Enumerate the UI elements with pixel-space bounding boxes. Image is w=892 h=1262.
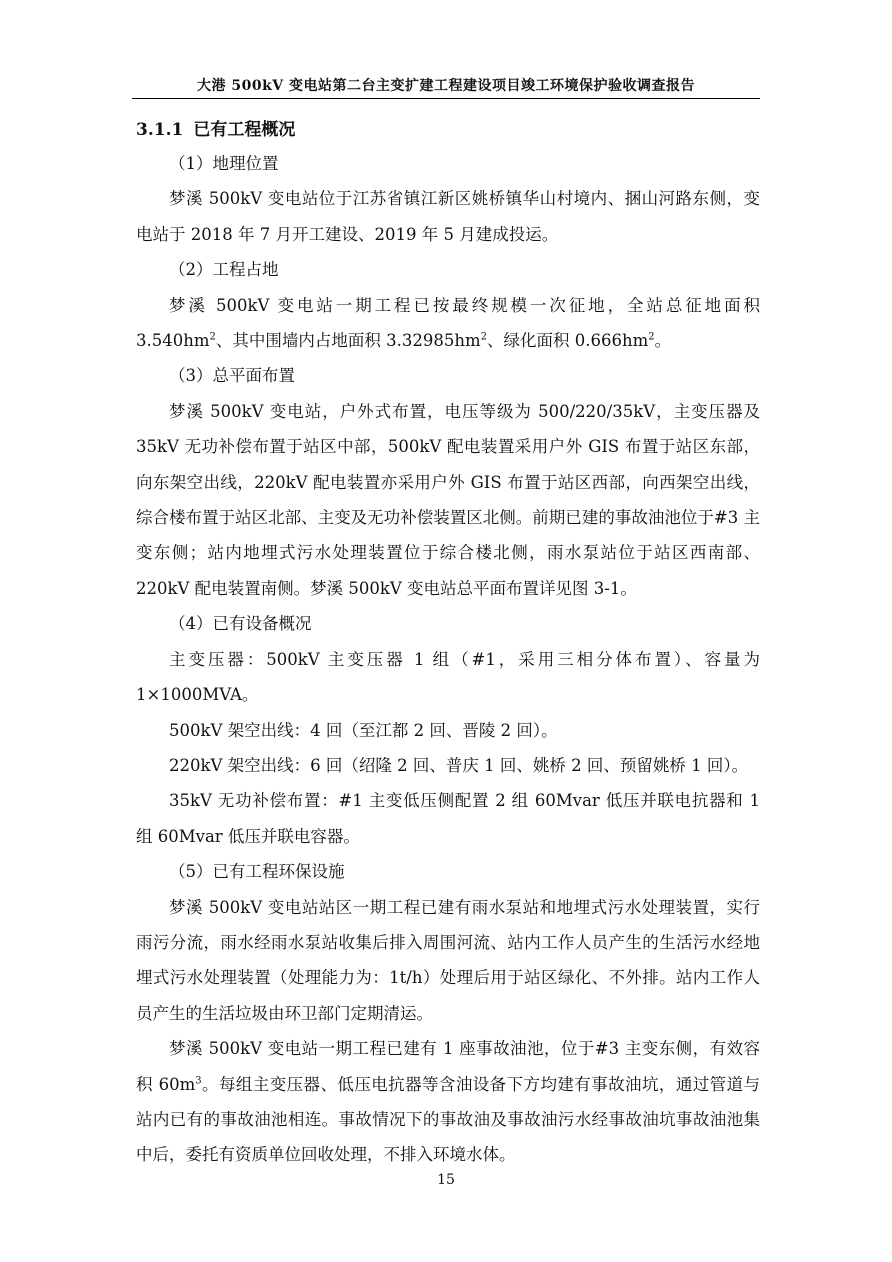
land-heading: （2）工程占地 — [169, 260, 279, 280]
env-paragraph-1: 梦溪 500kV 变电站站区一期工程已建有雨水泵站和地埋式污水处理装置，实行雨污分流，雨水经雨水泵站收集后排入周围河流、站内工作人员产生的生活污水经地埋式污水处理装置（处理能力为：1t/h）处理后用于站区绿化、不外排。站内工作人员产生的生活垃圾由环卫部门定期清运。 — [136, 897, 760, 1023]
page-body — [136, 114, 760, 1173]
equipment-heading: （4）已有设备概况 — [169, 614, 312, 634]
env-text2-a: 梦溪 500kV 变电站一期工程已建有 1 座事故油池，位于#3 主变东侧，有效容积 60m — [136, 1039, 760, 1094]
equipment-item: 220kV 架空出线：6 回（绍隆 2 回、普庆 1 回、姚桥 2 回、预留姚桥 1 回）。 — [169, 755, 749, 775]
header-divider — [132, 98, 760, 99]
land-sup-b: 2 — [480, 331, 488, 343]
section-title-text: 已有工程概况 — [193, 120, 296, 140]
env-paragraph-2 — [136, 1031, 760, 1173]
layout-heading: （3）总平面布置 — [169, 366, 295, 386]
land-text-b: 、其中围墙内占地面积 3.32985hm — [215, 331, 481, 351]
land-text-a: 梦溪 500kV 变电站一期工程已按最终规模一次征地，全站总征地面积 3.540hm — [136, 295, 760, 351]
section-heading — [136, 114, 760, 146]
equipment-item: 35kV 无功补偿布置：#1 主变低压侧配置 2 组 60Mvar 低压并联电抗器和 1 组 60Mvar 低压并联电容器。 — [136, 791, 760, 846]
land-sup-a: 2 — [209, 331, 216, 343]
land-paragraph — [136, 288, 760, 359]
env-text2-sup: 3 — [195, 1075, 202, 1087]
page-number: 15 — [437, 1172, 455, 1188]
equipment-item: 主变压器：500kV 主变压器 1 组（#1，采用三相分体布置）、容量为 1×1000MVA。 — [136, 649, 760, 705]
section-number: 3.1.1 — [136, 120, 184, 140]
land-sup-c: 2 — [648, 331, 655, 343]
land-text-d: 。 — [654, 331, 672, 351]
running-header: 大港 500kV 变电站第二台主变扩建工程建设项目竣工环境保护验收调查报告 — [196, 78, 696, 94]
env-text2-b: 。每组主变压器、低压电抗器等含油设备下方均建有事故油坑，通过管道与站内已有的事故油池相连。事故情况下的事故油及事故油污水经事故油坑事故油池集中后，委托有资质单位回收处理，不排入环境水体。 — [136, 1074, 761, 1165]
geo-paragraph: 梦溪 500kV 变电站位于江苏省镇江新区姚桥镇华山村境内、捆山河路东侧，变电站于 2018 年 7 月开工建设、2019 年 5 月建成投运。 — [136, 189, 760, 244]
env-heading: （5）已有工程环保设施 — [169, 862, 345, 882]
geo-heading: （1）地理位置 — [169, 154, 279, 173]
equipment-item: 500kV 架空出线：4 回（至江都 2 回、晋陵 2 回）。 — [169, 720, 558, 740]
layout-paragraph: 梦溪 500kV 变电站，户外式布置，电压等级为 500/220/35kV，主变压器及 35kV 无功补偿布置于站区中部，500kV 配电装置采用户外 GIS 布置于站区东部，向东架空出线，220kV 配电装置亦采用户外 GIS 布置于站区西部，向西架空出线，综合楼布置于站区北部、主变及无功补偿装置区北侧。前期已建的事故油池位于#3 主变东侧；站内地埋式污水处理装置位于综合楼北侧，雨水泵站位于站区西南部、220kV 配电装置南侧。梦溪 500kV 变电站总平面布置详见图 3-1。 — [136, 401, 760, 598]
land-text-c: 、绿化面积 0.666hm — [487, 331, 649, 351]
